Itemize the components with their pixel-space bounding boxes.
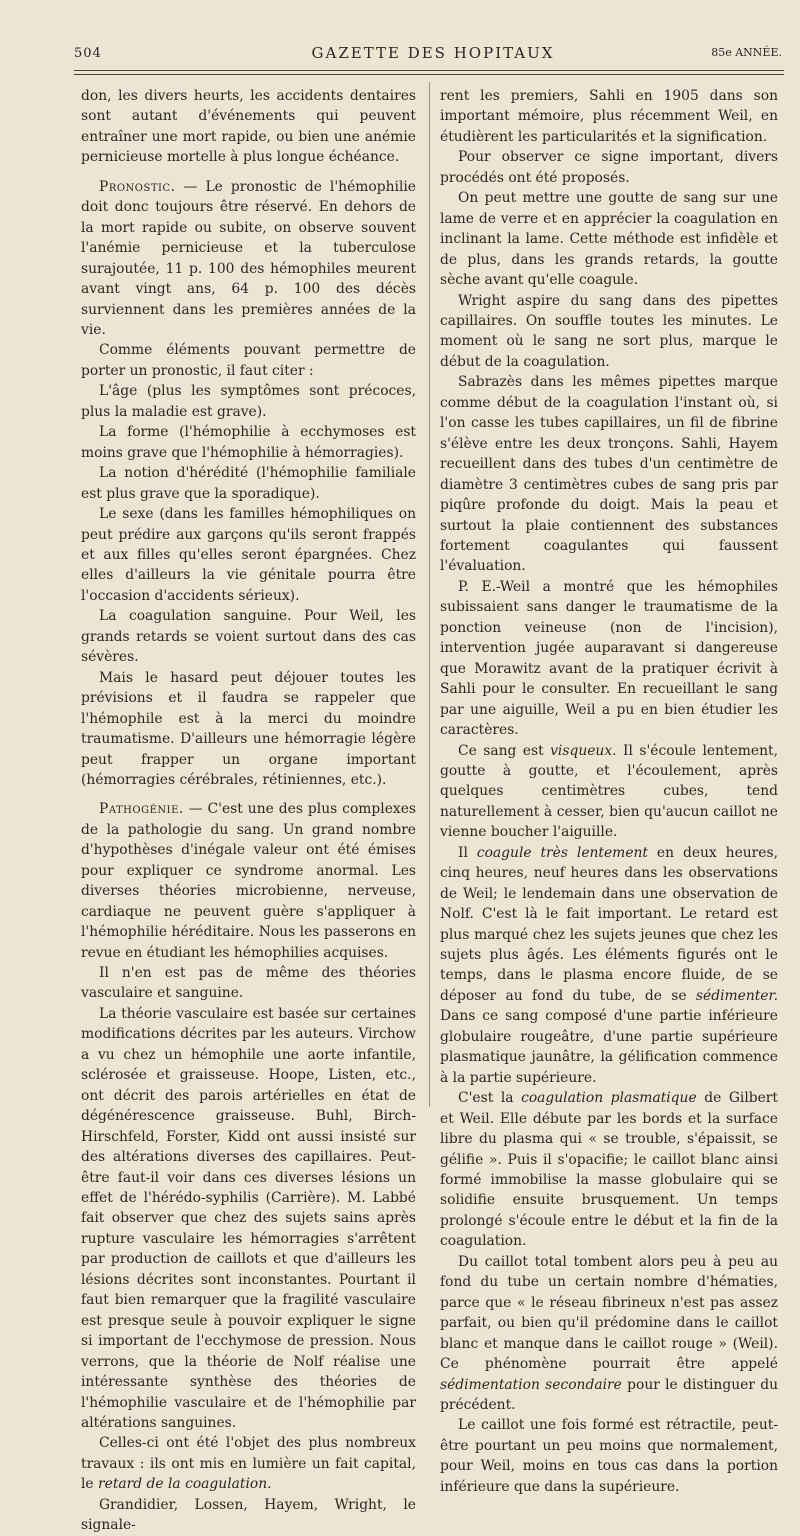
paragraph: P. E.-Weil a montré que les hémophiles subissaient sans danger le traumatisme de la ponction veineuse (non de l'incision), intervention jugée auparavant si dangereuse que Morawitz avant de la pratiquer écrivit à Sahli pour le consulter. En recueillant le sang par une aiguille, Weil a pu en bien étudier les caractères. <box>440 578 778 739</box>
journal-year: 85e ANNÉE. <box>711 46 782 59</box>
journal-title: GAZETTE DES HOPITAUX <box>311 44 555 62</box>
paragraph: L'âge (plus les symptômes sont précoces, plus la maladie est grave). <box>81 383 416 420</box>
paragraph-text: Ce sang est <box>458 742 551 759</box>
paragraph-pronostic <box>81 177 416 341</box>
emphasis-text: coagulation plasmatique <box>521 1090 697 1107</box>
emphasis-text: sédimentation secondaire <box>440 1376 622 1393</box>
paragraph: Comme éléments pouvant permettre de porter un pronostic, il faut citer : <box>81 342 416 379</box>
paragraph <box>440 843 778 1088</box>
paragraph: Sabrazès dans les mêmes pipettes marque comme début de la coagulation l'instant où, si l'on casse les tubes capillaires, un fil de fibrine s'élève entre les deux tronçons. Sahli, Hayem recueillent dans des tubes d'un centimètre de diamètre 3 centimètres cubes de sang pris par piqûre profonde du doigt. Mais la peau et surtout la plaie contiennent des substances fortement coagulantes qui faussent l'évaluation. <box>440 374 778 575</box>
paragraph-text: Celles-ci ont été l'objet des plus nombreux travaux : ils ont mis en lumière un fait capital, le <box>81 1435 416 1493</box>
section-heading: Pronostic. <box>99 178 176 195</box>
paragraph-text: — C'est une des plus complexes de la pathologie du sang. Un grand nombre d'hypothèses d'inégale valeur ont été émises pour expliquer ce syndrome anormal. Les diverses théories microbienne, nerveuse, cardiaque ne peuvent guère s'appliquer à l'hémophilie héréditaire. Nous les passerons en revue en étudiant les hémophilies acquises. <box>81 801 416 961</box>
emphasis-text: coagule très lentement <box>476 844 648 861</box>
paragraph-text: de Gilbert et Weil. Elle débute par les bords et la surface libre du plasma qui « se trouble, s'épaissit, se gélifie ». Puis il s'opacifie; le caillot blanc ainsi formé immobilise la masse globulaire qui se solidifie ensuite brusquement. Un temps prolongé s'écoule entre le début et la fin de la coagulation. <box>440 1090 778 1250</box>
column-divider <box>429 82 430 1107</box>
paragraph: rent les premiers, Sahli en 1905 dans son important mémoire, plus récemment Weil, en étudièrent les particularités et la signification. <box>440 88 778 145</box>
paragraph: La notion d'hérédité (l'hémophilie familiale est plus grave que la sporadique). <box>81 465 416 502</box>
paragraph <box>81 1433 416 1494</box>
paragraph-text: pour le distinguer du précédent. <box>440 1376 778 1413</box>
page-number: 504 <box>74 46 102 61</box>
paragraph: Mais le hasard peut déjouer toutes les prévisions et il faudra se rappeler que l'hémophile est à la merci du moindre traumatisme. D'ailleurs une hémorragie légère peut frapper un organe important (hémorragies cérébrales, rétiniennes, etc.). <box>81 669 416 788</box>
paragraph: La forme (l'hémophilie à ecchymoses est moins grave que l'hémophilie à hémorragies). <box>81 424 416 461</box>
paragraph: Le caillot une fois formé est rétractile, peut-être pourtant un peu moins que normalement, pour Weil, moins en tous cas dans la portion inférieure que dans la supérieure. <box>440 1417 778 1495</box>
section-heading: Pathogénie. <box>99 801 184 818</box>
paragraph: On peut mettre une goutte de sang sur une lame de verre et en apprécier la coagulation en inclinant la lame. Cette méthode est infidèle et de plus, dans les grands retards, la goutte sèche avant qu'elle coagule. <box>440 190 778 289</box>
paragraph-text: Il s'écoule lentement, goutte à goutte, et l'écoulement, après quelques centimètres cubes, tend naturellement à cesser, bien qu'aucun caillot ne vienne boucher l'aiguille. <box>440 742 778 841</box>
paragraph-text: Du caillot total tombent alors peu à peu au fond du tube un certain nombre d'hématies, parce que « le réseau fibrineux n'est pas assez parfait, ou bien qu'il prédomine dans le caillot blanc et manque dans le caillot rouge » (Weil). Ce phénomène pourrait être appelé <box>440 1253 778 1373</box>
paragraph <box>440 1088 778 1252</box>
paragraph-text: Il <box>458 844 477 861</box>
emphasis-text: visqueux. <box>550 742 617 759</box>
paragraph: Pour observer ce signe important, divers procédés ont été proposés. <box>440 149 778 186</box>
paragraph: La coagulation sanguine. Pour Weil, les grands retards se voient surtout dans des cas sévères. <box>81 608 416 666</box>
left-column <box>81 86 416 1536</box>
paragraph-pathogenie <box>81 799 416 963</box>
paragraph: Il n'en est pas de même des théories vasculaire et sanguine. <box>81 965 416 1002</box>
paragraph: Grandidier, Lossen, Hayem, Wright, le signale- <box>81 1496 416 1534</box>
header-rule-double <box>74 74 784 75</box>
paragraph-text: Dans ce sang composé d'une partie inférieure globulaire rougeâtre, d'une partie supérieure plasmatique jaunâtre, la gélification commence à la partie supérieure. <box>440 1008 778 1086</box>
header-rule <box>74 70 784 71</box>
paragraph: Le sexe (dans les familles hémophiliques on peut prédire aux garçons qu'ils seront frappés et aux filles qu'elles seront épargnées. Chez elles d'ailleurs la vie génitale pourra être l'occasion d'accidents sérieux). <box>81 506 416 604</box>
emphasis-text: retard de la coagulation. <box>98 1476 272 1493</box>
page-header <box>74 44 792 66</box>
paragraph <box>440 1252 778 1416</box>
emphasis-text: sédimenter. <box>695 987 778 1004</box>
right-column <box>440 86 778 1497</box>
paragraph: La théorie vasculaire est basée sur certaines modifications décrites par les auteurs. Virchow a vu chez un hémophile une aorte infantile, sclérosée et graisseuse. Hoope, Listen, etc., ont décrit des parois artérielles en état de dégénérescence graisseuse. Buhl, Birch-Hirschfeld, Forster, Kidd ont aussi insisté sur des altérations diverses des capillaires. Peut-être faut-il voir dans ces diverses lésions un effet de l'hérédo-syphilis (Carrière). M. Labbé fait observer que chez des sujets sains après rupture vasculaire les hémorragies s'arrêtent par production de caillots et que d'ailleurs les lésions décrites sont inconstantes. Pourtant il faut bien remarquer que la fragilité vasculaire est presque seule à pouvoir expliquer le signe si important de l'ecchymose de pression. Nous verrons, que la théorie de Nolf réalise une intéressante synthèse des théories de l'hémophilie vasculaire et de l'hémophilie par altérations sanguines. <box>81 1005 416 1431</box>
paragraph: Wright aspire du sang dans des pipettes capillaires. On souffle toutes les minutes. Le moment où le sang ne sort plus, marque le début de la coagulation. <box>440 292 778 370</box>
paragraph <box>440 741 778 843</box>
paragraph-text: — Le pronostic de l'hémophilie doit donc toujours être réservé. En dehors de la mort rapide ou subite, on observe souvent l'anémie pernicieuse et la tuberculose surajoutée, 11 p. 100 des hémophiles meurent avant vingt ans, 64 p. 100 des décès surviennent dans les premières années de la vie. <box>81 178 416 338</box>
paragraph-text: C'est la <box>458 1090 522 1107</box>
paragraph-text: en deux heures, cinq heures, neuf heures dans les observations de Weil; le lendemain dans une observation de Nolf. C'est là le fait important. Le retard est plus marqué chez les sujets jeunes que chez les sujets plus âgés. Les éléments figurés ont le temps, dans le plasma encore fluide, de se déposer au fond du tube, de se <box>440 844 778 1004</box>
paragraph: don, les divers heurts, les accidents dentaires sont autant d'événements qui peuvent entraîner une mort rapide, ou bien une anémie pernicieuse mortelle à plus longue échéance. <box>81 88 416 166</box>
